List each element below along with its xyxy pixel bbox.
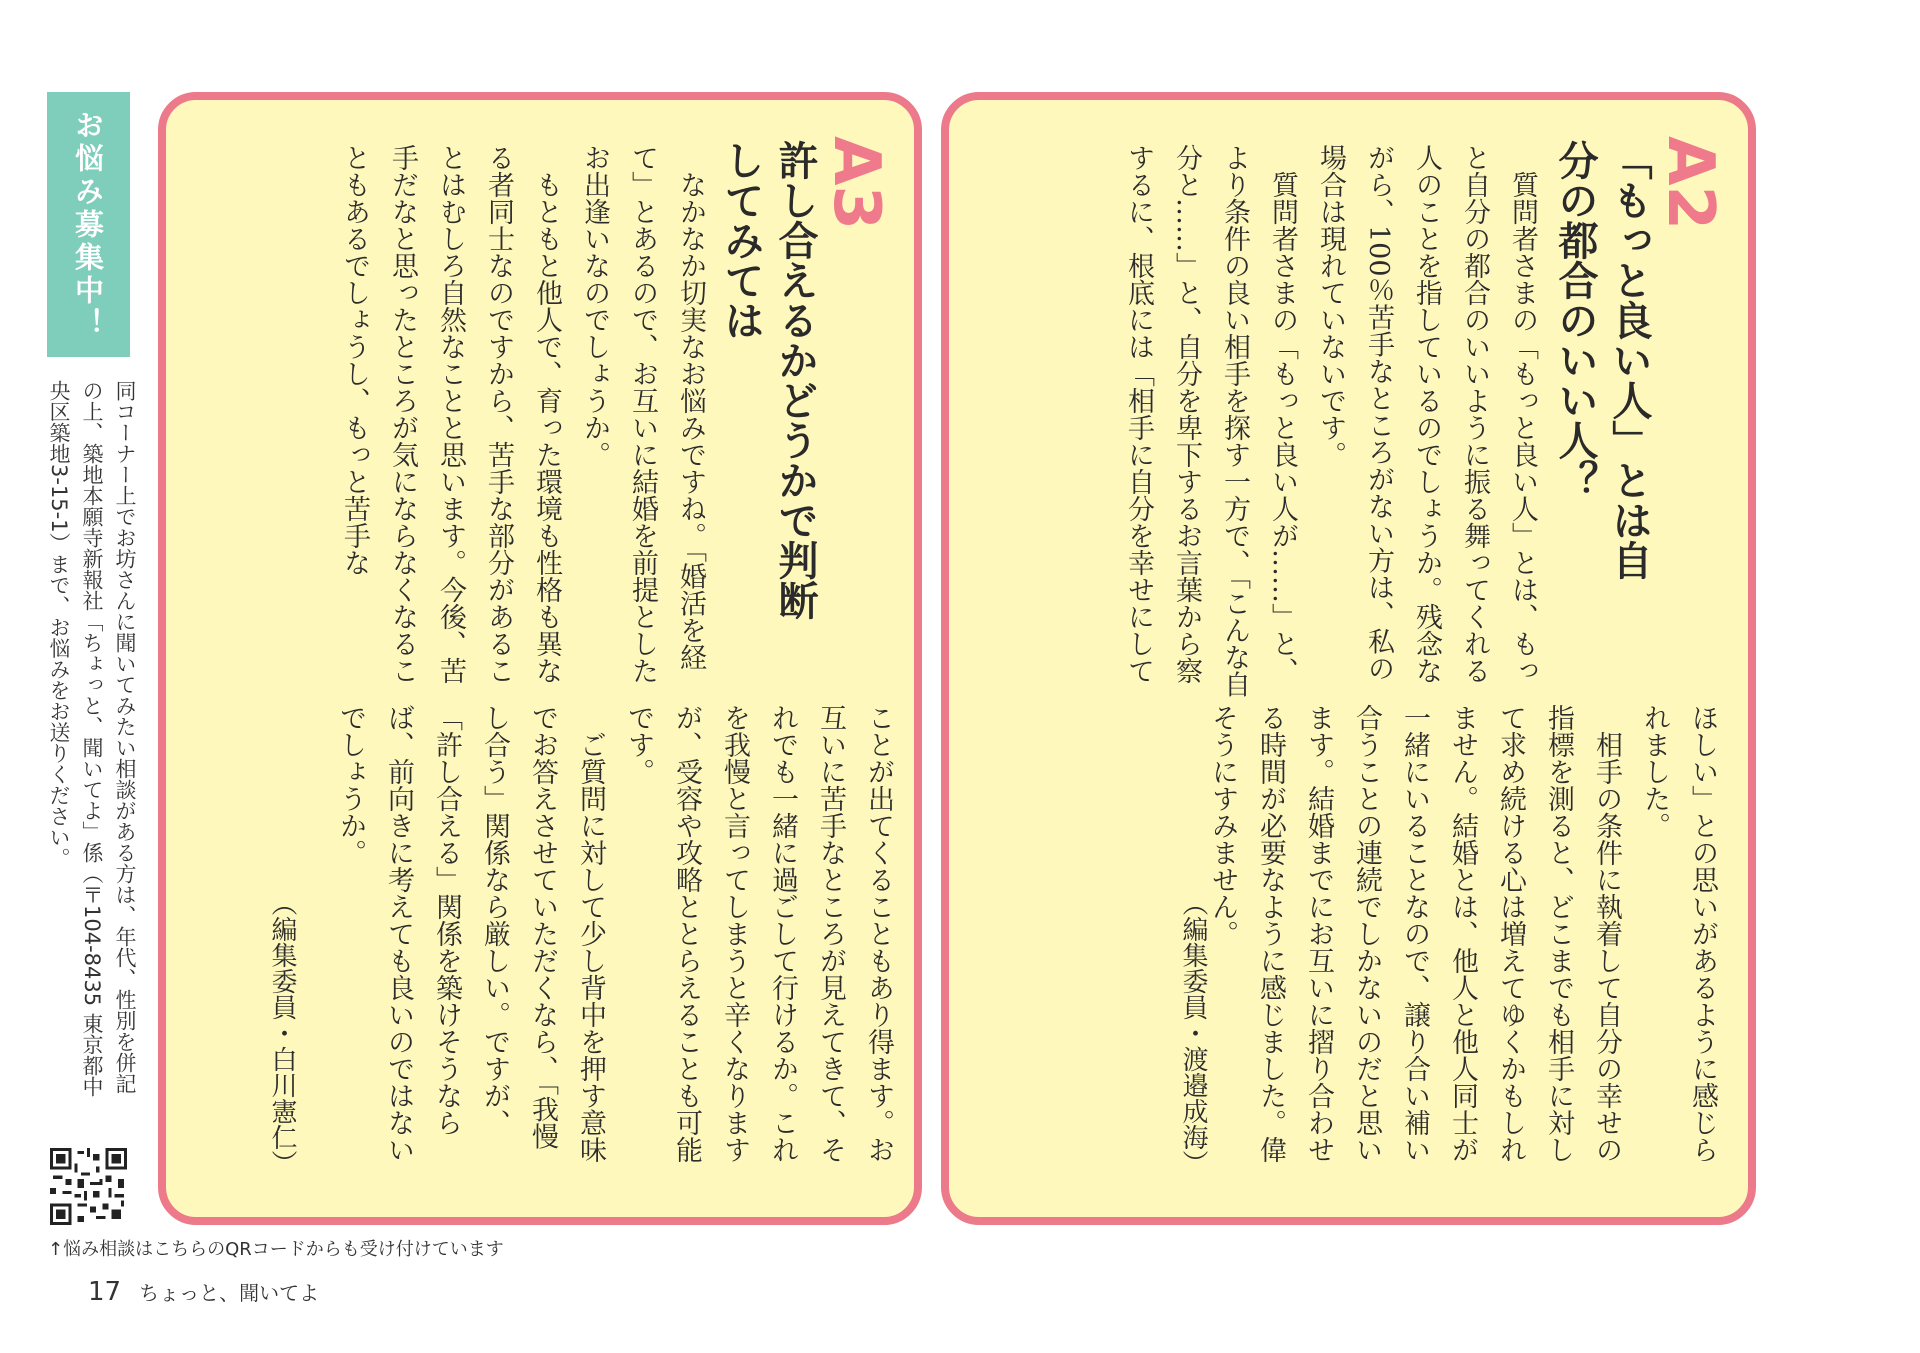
a3-label: A3 <box>819 136 893 231</box>
a2-paragraph: 質問者さまの「もっと良い人」とは、もっと自分の都合のいいように振る舞ってくれる人のことを指しているのでしょうか。残念ながら、100％苦手なところがない方は、私の場合は現れていないです。 <box>1315 144 1538 684</box>
a2-body-lower <box>1206 704 1726 1164</box>
a3-paragraph: ことが出てくることもあり得ます。お互いに苦手なところが見えてきて、それでも一緒に過ごして行けるか。これを我慢と言ってしまうと辛くなりますが、受容や攻略ととらえることも可能です。 <box>623 704 894 1163</box>
answer-a2-panel <box>941 92 1756 1225</box>
a3-heading: 許し合えるかどうかで判断してみては <box>718 140 818 620</box>
a2-body-upper <box>986 144 1546 704</box>
qr-code[interactable] <box>50 1148 127 1225</box>
a3-paragraph: もともと他人で、育った環境も性格も異なる者同士なのですから、苦手な部分があることはむしろ自然なことと思います。今後、苦手だなと思ったところが気にならなくなることもあるでしょうし、もっと苦手な <box>339 144 562 684</box>
a2-paragraph: 質問者さまの「もっと良い人が……」と、より条件の良い相手を探す一方で、「こんな自分と……」と、自分を卑下するお言葉から察するに、根底には「相手に自分を幸せにして <box>1123 144 1298 698</box>
a3-body-upper <box>194 144 714 704</box>
a2-paragraph: 相手の条件に執着して自分の幸せの指標を測ると、どこまでも相手に対して求め続ける心は増えてゆくかもしれません。結婚とは、他人と他人同士が一緒にいることなので、譲り合い補い合うことの連続でしかないのだと思います。結婚までにお互いに摺り合わせる時間が必要なように感じました。偉そうにすみません。 <box>1207 704 1622 1163</box>
a2-signature: （編集委員・渡邉成海） <box>1178 890 1208 1176</box>
a3-signature: （編集委員・白川憲仁） <box>267 890 297 1176</box>
answer-a3-panel <box>158 92 922 1225</box>
qr-caption: ↑悩み相談はこちらのQRコードからも受け付けています <box>48 1239 504 1260</box>
page-footer <box>88 1277 319 1307</box>
a3-paragraph: ご質問に対して少し背中を押す意味でお答えさせていただくなら、「我慢し合う」関係なら厳しい。ですが、「許し合える」関係を築けそうならば、前向きに考えても良いのではないでしょうか。 <box>335 704 606 1163</box>
recruiting-tag-text: お悩み募集中！ <box>71 110 105 341</box>
page-number: 17 <box>88 1277 122 1307</box>
running-title: ちょっと、聞いてよ <box>139 1281 320 1305</box>
a3-paragraph: なかなか切実なお悩みですね。「婚活を経て」とあるので、お互いに結婚を前提としたお出逢いなのでしょうか。 <box>579 144 706 684</box>
a3-body-lower <box>262 704 902 1164</box>
a2-label: A2 <box>1653 136 1727 231</box>
a2-paragraph: ほしい」との思いがあるように感じられました。 <box>1639 704 1718 1163</box>
recruiting-tag <box>47 92 130 357</box>
a2-heading: 「もっと良い人」とは自分の都合のいい人？ <box>1552 140 1652 580</box>
submission-note: 同コーナー上でお坊さんに聞いてみたい相談がある方は、年代、性別を併記の上、築地本願寺新報社「ちょっと、聞いてよ」係（〒104-8435 東京都中央区築地3-15-1）まで、お悩みをお送りください。 <box>47 380 137 1097</box>
